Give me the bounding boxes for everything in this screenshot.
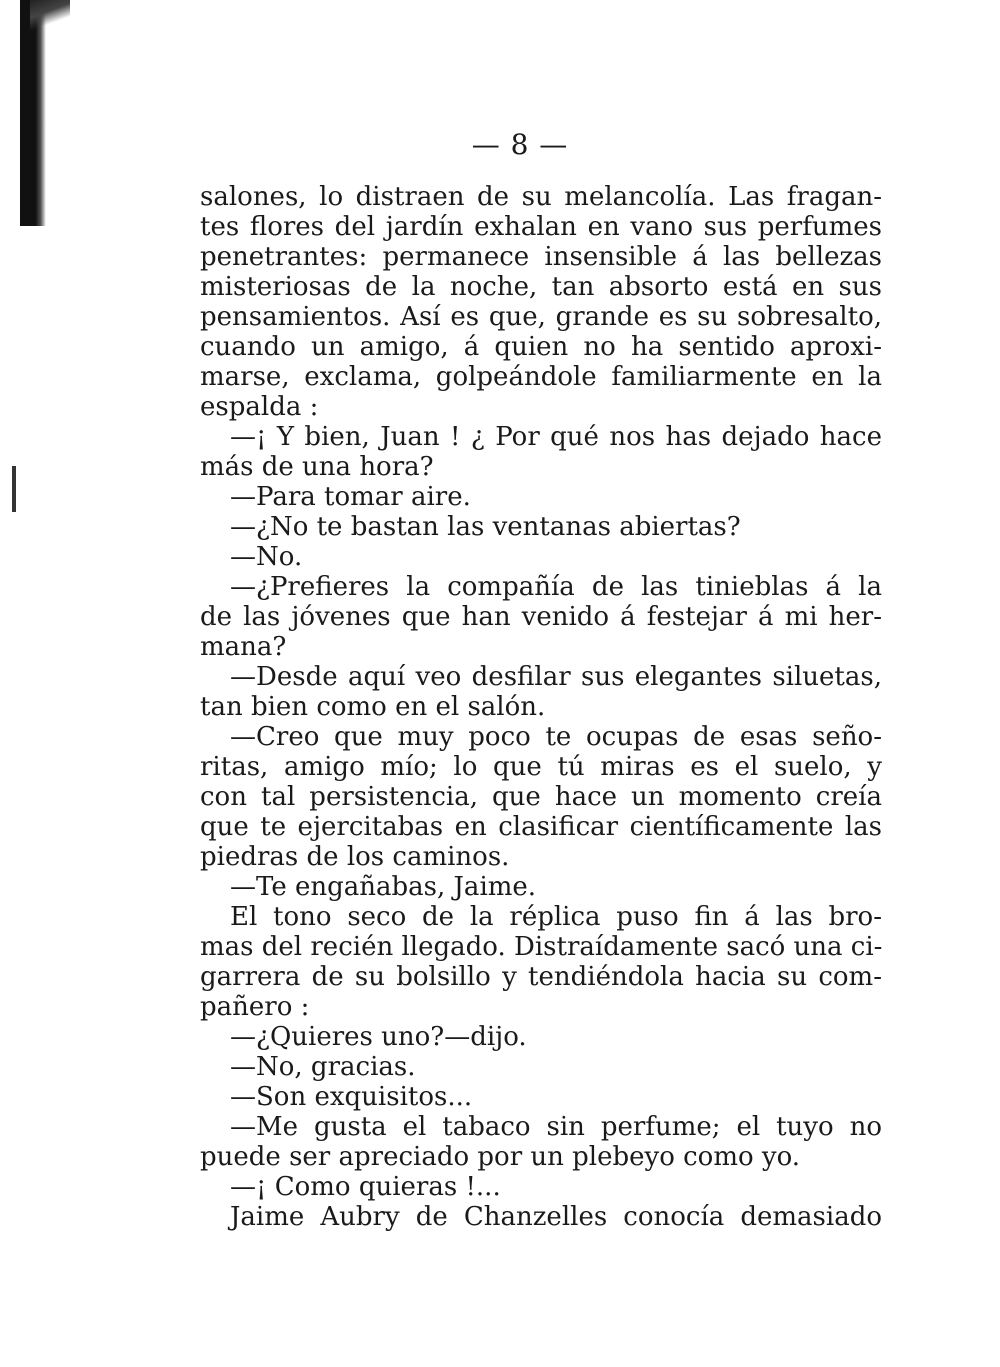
scan-speck [12,466,16,512]
text-line: —Para tomar aire. [230,482,471,512]
text-line: —Desde aquí veo desfilar sus elegantes siluetas, [230,662,882,692]
text-line: pañero : [200,992,310,1022]
text-line: —¿Prefieres la compañía de las tinieblas á la [230,572,882,602]
text-line: —¡ Y bien, Juan ! ¿ Por qué nos has dejado hace [230,422,882,452]
text-line: penetrantes: permanece insensible á las bellezas [200,242,882,272]
scan-binding-shadow [30,0,70,30]
text-line: piedras de los caminos. [200,842,510,872]
text-line: —Me gusta el tabaco sin perfume; el tuyo no [230,1112,882,1142]
text-line: misteriosas de la noche, tan absorto está en sus [200,272,882,302]
text-line: de las jóvenes que han venido á festejar á mi her- [200,602,882,632]
text-line: marse, exclama, golpeándole familiarmente en la [200,362,882,392]
text-line: —¡ Como quieras !... [230,1172,501,1202]
text-line: con tal persistencia, que hace un momento creía [200,782,882,812]
text-line: pensamientos. Así es que, grande es su sobresalto, [200,302,882,332]
text-line: salones, lo distraen de su melancolía. Las fragan- [200,182,882,212]
text-line: espalda : [200,392,319,422]
text-line: —No, gracias. [230,1052,416,1082]
text-line: garrera de su bolsillo y tendiéndola hacia su com- [200,962,882,992]
text-line: —No. [230,542,303,572]
text-line: ritas, amigo mío; lo que tú miras es el suelo, y [200,752,882,782]
text-line: —Te engañabas, Jaime. [230,872,537,902]
text-line: El tono seco de la réplica puso fin á las bro- [230,902,882,932]
page-number: — 8 — [471,128,569,161]
text-line: —Son exquisitos... [230,1082,473,1112]
text-line: puede ser apreciado por un plebeyo como yo. [200,1142,801,1172]
text-line: —Creo que muy poco te ocupas de esas seño- [230,722,882,752]
text-line: tes flores del jardín exhalan en vano sus perfumes [200,212,882,242]
text-line: —¿Quieres uno?—dijo. [230,1022,527,1052]
text-line: cuando un amigo, á quien no ha sentido aproxi- [200,332,882,362]
text-line: Jaime Aubry de Chanzelles conocía demasiado [230,1202,882,1232]
scan-binding-edge [20,0,46,226]
body-text [200,182,882,1232]
text-line: —¿No te bastan las ventanas abiertas? [230,512,741,542]
text-line: que te ejercitabas en clasificar científicamente las [200,812,882,842]
text-line: mana? [200,632,287,662]
text-line: más de una hora? [200,452,434,482]
text-line: mas del recién llegado. Distraídamente sacó una ci- [200,932,883,962]
text-line: tan bien como en el salón. [200,692,546,722]
